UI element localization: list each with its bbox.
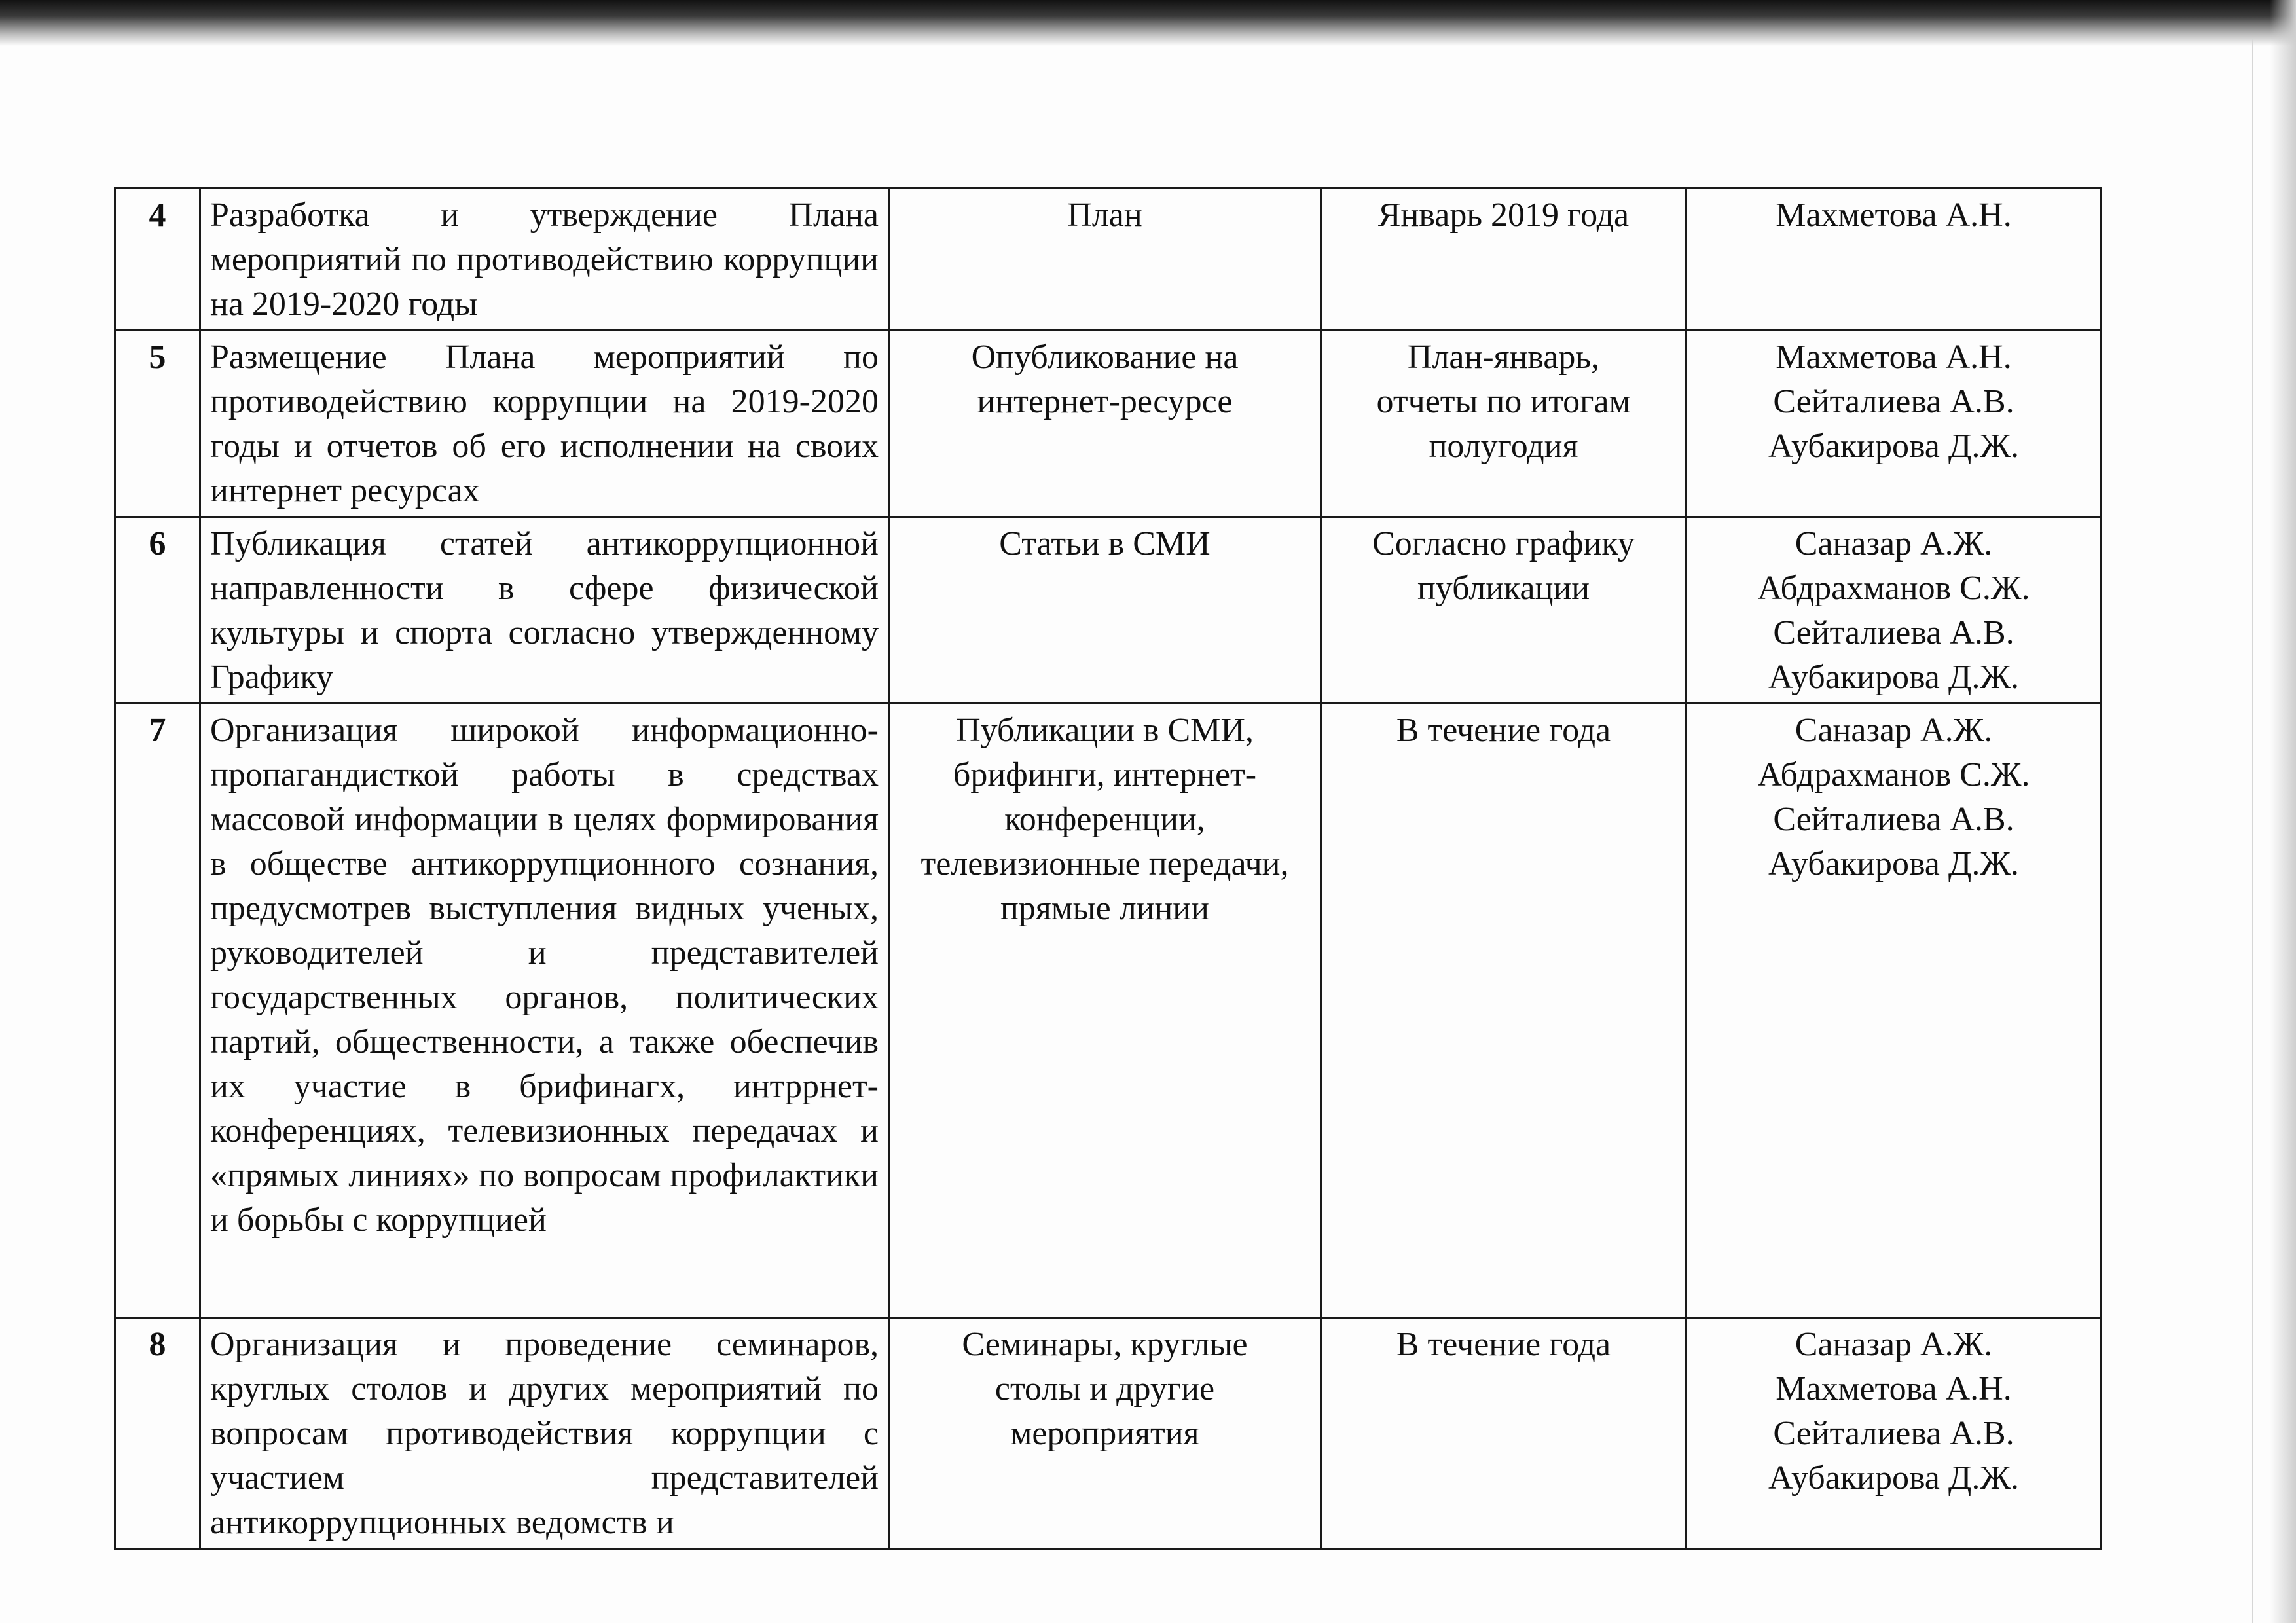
responsible-cell: [1686, 517, 2102, 704]
responsible-name: Махметова А.Н.: [1776, 338, 2012, 376]
form-line: телевизионные передачи,: [920, 845, 1289, 883]
responsible-name: Саназар А.Ж.: [1795, 525, 1993, 562]
activity-cell: Публикация статей антикоррупционной направленности в сфере физической культуры и спорта согласно утвержденному Графику: [200, 517, 889, 704]
form-line: столы и другие: [994, 1370, 1215, 1408]
responsible-name: Аубакирова Д.Ж.: [1768, 845, 2019, 883]
responsible-name: Аубакирова Д.Ж.: [1768, 1459, 2019, 1497]
activity-cell: Организация и проведение семинаров, круглых столов и других мероприятий по вопросам противодействия коррупции с участием представителей антикоррупционных ведомств и: [200, 1318, 889, 1549]
deadline-line: В течение года: [1396, 712, 1611, 749]
form-line: План: [1067, 196, 1142, 234]
responsible-name: Сейталиева А.В.: [1773, 801, 2014, 838]
responsible-name: Сейталиева А.В.: [1773, 383, 2014, 420]
deadline-line: полугодия: [1429, 428, 1578, 465]
row-number: 4: [115, 189, 200, 331]
anticorruption-plan-table: [114, 187, 2102, 1550]
row-number: 6: [115, 517, 200, 704]
table-row: [115, 704, 2102, 1318]
form-line: Статьи в СМИ: [999, 525, 1211, 562]
responsible-name: Саназар А.Ж.: [1795, 712, 1993, 749]
deadline-cell: [1321, 189, 1686, 331]
form-line: конференции,: [1004, 801, 1205, 838]
responsible-name: Аубакирова Д.Ж.: [1768, 428, 2019, 465]
responsible-name: Сейталиева А.В.: [1773, 614, 2014, 651]
form-line: мероприятия: [1010, 1415, 1199, 1452]
responsible-name: Сейталиева А.В.: [1773, 1415, 2014, 1452]
deadline-cell: [1321, 704, 1686, 1318]
table-row: [115, 331, 2102, 517]
row-number: 8: [115, 1318, 200, 1549]
activity-cell: Размещение Плана мероприятий по противодействию коррупции на 2019-2020 годы и отчетов об его исполнении на своих интернет ресурсах: [200, 331, 889, 517]
responsible-name: Саназар А.Ж.: [1795, 1326, 1993, 1363]
deadline-cell: [1321, 1318, 1686, 1549]
form-cell: [889, 189, 1321, 331]
form-line: Семинары, круглые: [962, 1326, 1248, 1363]
form-cell: [889, 517, 1321, 704]
responsible-cell: [1686, 1318, 2102, 1549]
deadline-line: отчеты по итогам: [1376, 383, 1631, 420]
row-number: 5: [115, 331, 200, 517]
form-line: Публикации в СМИ,: [956, 712, 1254, 749]
form-line: прямые линии: [1000, 890, 1209, 927]
form-cell: [889, 704, 1321, 1318]
responsible-name: Абдрахманов С.Ж.: [1757, 756, 2030, 793]
responsible-cell: [1686, 189, 2102, 331]
activity-cell: Организация широкой информационно-пропагандисткой работы в средствах массовой информации в целях формирования в обществе антикоррупционного сознания, предусмотрев выступления видных ученых, руководителей и представителей государственных органов, политических партий, общественности, а также обеспечив их участие в брифинагх, интррнет-конференциях, телевизионных передачах и «прямых линиях» по вопросам профилактики и борьбы с коррупцией: [200, 704, 889, 1318]
responsible-cell: [1686, 704, 2102, 1318]
deadline-line: публикации: [1417, 570, 1590, 607]
responsible-name: Аубакирова Д.Ж.: [1768, 659, 2019, 696]
deadline-line: План-январь,: [1407, 338, 1600, 376]
scan-shadow-right: [2270, 0, 2296, 1623]
table-row: [115, 189, 2102, 331]
responsible-name: Махметова А.Н.: [1776, 196, 2012, 234]
table-row: [115, 1318, 2102, 1549]
responsible-name: Абдрахманов С.Ж.: [1757, 570, 2030, 607]
deadline-cell: [1321, 331, 1686, 517]
deadline-line: Январь 2019 года: [1377, 196, 1630, 234]
page-edge: [2252, 39, 2253, 1623]
form-line: Опубликование на: [971, 338, 1239, 376]
form-line: интернет-ресурсе: [977, 383, 1233, 420]
responsible-cell: [1686, 331, 2102, 517]
responsible-name: Махметова А.Н.: [1776, 1370, 2012, 1408]
form-line: брифинги, интернет-: [953, 756, 1257, 793]
form-cell: [889, 1318, 1321, 1549]
deadline-line: В течение года: [1396, 1326, 1611, 1363]
form-cell: [889, 331, 1321, 517]
deadline-cell: [1321, 517, 1686, 704]
table-row: [115, 517, 2102, 704]
row-number: 7: [115, 704, 200, 1318]
activity-cell: Разработка и утверждение Плана мероприятий по противодействию коррупции на 2019-2020 годы: [200, 189, 889, 331]
scan-shadow: [0, 0, 2296, 46]
deadline-line: Согласно графику: [1372, 525, 1635, 562]
